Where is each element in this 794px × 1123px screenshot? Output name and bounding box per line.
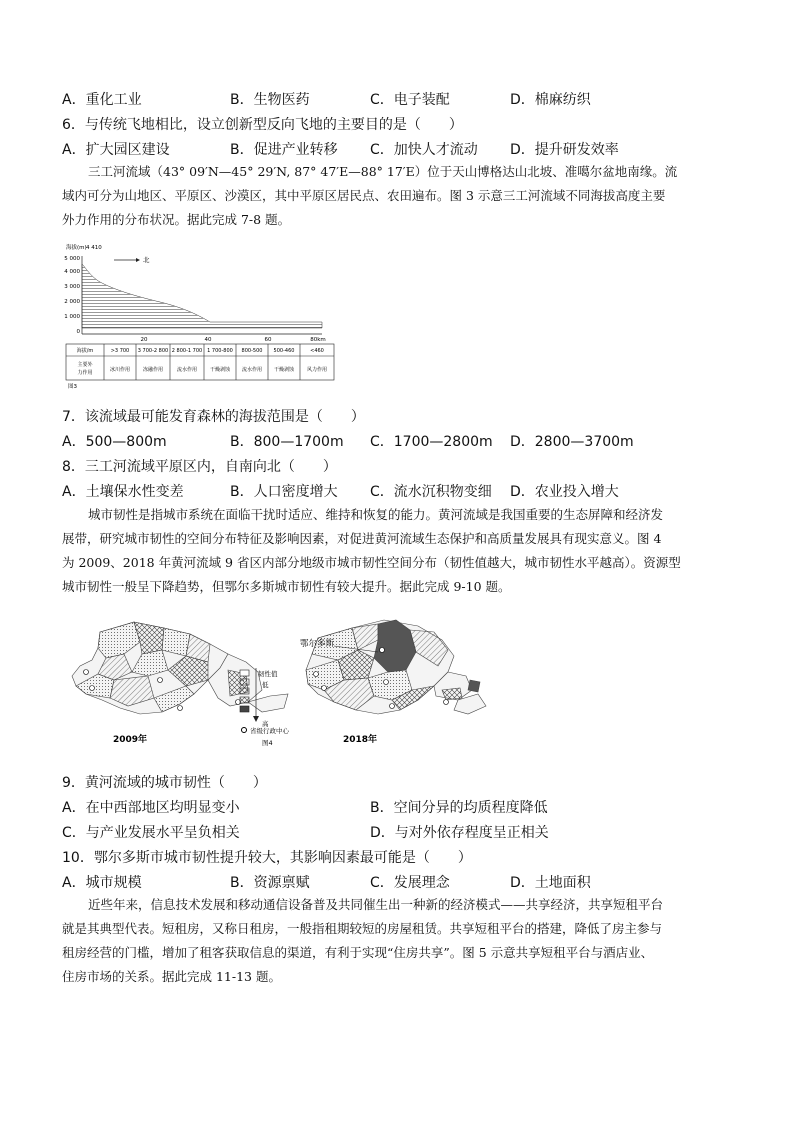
q9-option-b: B．空间分异的均质程度降低 bbox=[370, 800, 548, 816]
q6-option-d: D．提升研发效率 bbox=[510, 142, 619, 158]
q8-option-b: B．人口密度增大 bbox=[230, 484, 338, 500]
fig3-force-cell: 流水作用 bbox=[176, 367, 198, 373]
q10-option-a: A．城市规模 bbox=[62, 875, 142, 891]
q8-option-d: D．农业投入增大 bbox=[510, 484, 619, 500]
legend-high: 高 bbox=[262, 720, 269, 728]
q5-option-a: A．重化工业 bbox=[62, 92, 142, 108]
fig3-force-cell: 冻融作用 bbox=[142, 367, 164, 373]
fig3-xtick: 40 bbox=[204, 337, 212, 343]
q8-stem: 8．三工河流域平原区内，自南向北（ ） bbox=[62, 459, 337, 475]
fig3-force-cell: 冰川作用 bbox=[109, 367, 131, 373]
fig3-xtick: 20 bbox=[140, 337, 148, 343]
fig3-ytick: 4 000 bbox=[64, 269, 80, 275]
fig3-xtick: 80km bbox=[310, 337, 326, 343]
q10-option-b: B．资源禀赋 bbox=[230, 875, 310, 891]
q5-option-c: C．电子装配 bbox=[370, 92, 450, 108]
q8-option-c: C．流水沉积物变细 bbox=[370, 484, 492, 500]
q6-option-c: C．加快人才流动 bbox=[370, 142, 478, 158]
capital-icon bbox=[242, 728, 247, 733]
map-2009 bbox=[72, 622, 288, 714]
q6-stem: 6．与传统飞地相比，设立创新型反向飞地的主要目的是（ ） bbox=[62, 117, 463, 133]
fig3-xtick: 60 bbox=[264, 337, 272, 343]
q8-option-a: A．土壤保水性变差 bbox=[62, 484, 184, 500]
fig3-force-cell: 流水作用 bbox=[241, 367, 263, 373]
q9-option-d: D．与对外依存程度呈正相关 bbox=[370, 825, 549, 841]
fig3-ytick: 2 000 bbox=[64, 299, 80, 305]
fig3-peak-label: 4 410 bbox=[86, 245, 102, 251]
passage-sharing-economy: 近些年来，信息技术发展和移动通信设备普及共同催生出一种新的经济模式——共享经济，共享短租平台 就是其典型代表。短租房，又称日租房，一般指租期较短的房屋租赁。共享短租平台的搭建，降低了房主参与 租房经营的门槛，增加了租客获取信息的渠道，有利于实现“住房共享”。图 5 示意共享短租平台与酒店业、 住房市场的关系。据此完成 11-13 题。 bbox=[62, 897, 664, 984]
q7-option-a: A．500—800m bbox=[62, 434, 167, 450]
q7-option-b: B．800—1700m bbox=[230, 434, 344, 450]
q10-stem: 10．鄂尔多斯市城市韧性提升较大，其影响因素最可能是（ ） bbox=[62, 850, 472, 866]
passage-urban-resilience: 城市韧性是指城市系统在面临干扰时适应、维持和恢复的能力。黄河流域是我国重要的生态屏障和经济发 展带，研究城市韧性的空间分布特征及影响因素，对促进黄河流域生态保护和高质量发展具有现实意义。图 4 为 2009、2018 年黄河流域 9 省区内部分地级市城市韧性空间分布（韧性值越大，城市韧性水平越高）。资源型 城市韧性一般呈下降趋势，但鄂尔多斯城市韧性有较大提升。据此完成 9-10 题。 bbox=[62, 507, 681, 594]
q5-option-b: B．生物医药 bbox=[230, 92, 310, 108]
legend-capital: 省级行政中心 bbox=[250, 727, 289, 735]
ordos-label: 鄂尔多斯 bbox=[300, 639, 335, 649]
q9-stem: 9．黄河流域的城市韧性（ ） bbox=[62, 775, 267, 791]
fig3-row-force-label: 主要外 bbox=[77, 362, 93, 368]
fig3-altitude-cell: 2 800-1 700 bbox=[171, 348, 203, 354]
fig3-ytick: 0 bbox=[76, 329, 80, 335]
fig3-altitude-cell: 500-460 bbox=[273, 348, 295, 354]
fig4-caption: 图4 bbox=[262, 739, 273, 747]
map-2018-label: 2018年 bbox=[342, 735, 378, 745]
q9-option-c: C．与产业发展水平呈负相关 bbox=[62, 825, 240, 841]
q9-option-a: A．在中西部地区均明显变小 bbox=[62, 800, 240, 816]
fig3-terrain bbox=[82, 264, 322, 328]
fig3-force-cell: 风力作用 bbox=[306, 367, 328, 373]
q10-option-d: D．土地面积 bbox=[510, 875, 591, 891]
fig3-force-cell: 干燥剥蚀 bbox=[273, 367, 295, 373]
fig3-altitude-cell: <460 bbox=[310, 348, 324, 354]
legend-title: 韧性值 bbox=[258, 670, 278, 678]
q6-option-b: B．促进产业转移 bbox=[230, 142, 338, 158]
q7-option-c: C．1700—2800m bbox=[370, 434, 493, 450]
fig3-altitude-cell: 800-500 bbox=[241, 348, 263, 354]
legend-low: 低 bbox=[262, 681, 269, 689]
fig3-ytick: 1 000 bbox=[64, 314, 80, 320]
fig3-caption: 图3 bbox=[68, 384, 77, 390]
figure-3-elevation-profile bbox=[60, 240, 340, 390]
fig3-row-altitude-label: 海拔/m bbox=[76, 348, 94, 354]
fig3-ytick: 5 000 bbox=[64, 256, 80, 262]
fig3-north-label: 北 bbox=[143, 256, 150, 264]
fig3-altitude-cell: 1 700-800 bbox=[207, 348, 233, 354]
fig3-row-force-label: 力作用 bbox=[77, 370, 93, 376]
passage-sangong-river: 三工河流域（43° 09′N—45° 29′N, 87° 47′E—88° 17′E）位于天山博格达山北坡、准噶尔盆地南缘。流 域内可分为山地区、平原区、沙漠区，其中平原区居民点、农田遍布。图 3 示意三工河流域不同海拔高度主要 外力作用的分布状况。据此完成 7-8 题。 bbox=[62, 164, 678, 227]
fig3-force-cell: 干燥剥蚀 bbox=[209, 367, 231, 373]
figure-4-resilience-maps bbox=[62, 610, 492, 752]
map-2009-label: 2009年 bbox=[112, 735, 148, 745]
q6-option-a: A．扩大园区建设 bbox=[62, 142, 170, 158]
q7-option-d: D．2800—3700m bbox=[510, 434, 634, 450]
fig3-ytick: 3 000 bbox=[64, 284, 80, 290]
q7-stem: 7．该流域最可能发育森林的海拔范围是（ ） bbox=[62, 409, 365, 425]
fig3-altitude-cell: >3 700 bbox=[110, 348, 130, 354]
map-2018 bbox=[306, 620, 486, 714]
q5-option-d: D．棉麻纺织 bbox=[510, 92, 591, 108]
fig3-ylabel: 海拔(m) bbox=[66, 245, 87, 251]
q10-option-c: C．发展理念 bbox=[370, 875, 450, 891]
fig3-altitude-cell: 3 700-2 800 bbox=[137, 348, 169, 354]
